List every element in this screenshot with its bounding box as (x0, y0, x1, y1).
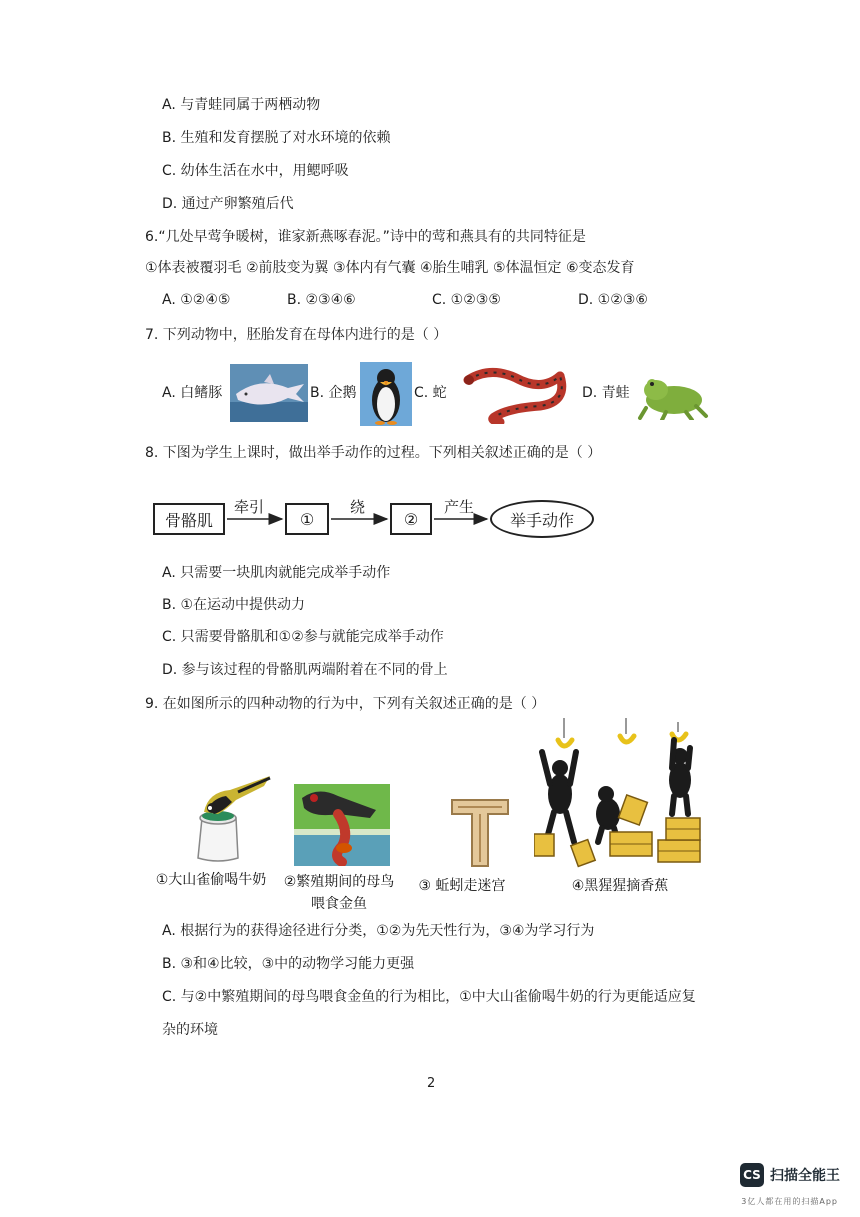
diagram-label-produce: 产生 (444, 498, 475, 516)
q6-option-c: C. ①②③⑤ (432, 292, 501, 308)
q9-caption-4: ④黑猩猩摘香蕉 (571, 878, 669, 894)
q7-option-b: B. 企鹅 (310, 385, 357, 401)
diagram-box-1: ① (285, 503, 329, 535)
q9-stem: 9. 在如图所示的四种动物的行为中，下列有关叙述正确的是（ ） (145, 696, 546, 712)
q9-caption-2a: ②繁殖期间的母鸟 (283, 874, 395, 890)
q6-option-d: D. ①②③⑥ (578, 292, 648, 308)
q7-option-d: D. 青蛙 (582, 385, 630, 401)
q8-option-b: B. ①在运动中提供动力 (162, 597, 306, 613)
q9-option-c-line1: C. 与②中繁殖期间的母鸟喂食金鱼的行为相比，①中大山雀偷喝牛奶的行为更能适应复 (162, 989, 696, 1005)
diagram-label-pull: 牵引 (234, 498, 265, 516)
q7-stem: 7. 下列动物中，胚胎发育在母体内进行的是（ ） (145, 327, 448, 343)
q8-option-d: D. 参与该过程的骨骼肌两端附着在不同的骨上 (162, 662, 448, 678)
diagram-ellipse-raise-hand: 举手动作 (490, 500, 594, 538)
q7-option-a: A. 白鳍豚 (162, 385, 223, 401)
earthworm-maze-picture (448, 796, 512, 870)
q5-option-d: D. 通过产卵繁殖后代 (162, 196, 294, 212)
q5-option-b: B. 生殖和发育摆脱了对水环境的依赖 (162, 130, 391, 146)
diagram-arrows (0, 0, 860, 560)
tit-drinking-milk-picture (178, 772, 274, 864)
q6-option-b: B. ②③④⑥ (287, 292, 356, 308)
q9-caption-3: ③ 蚯蚓走迷宫 (418, 878, 506, 894)
scanner-tagline: 3亿人都在用的扫描App (741, 1197, 838, 1206)
page-number: 2 (427, 1076, 436, 1091)
diagram-label-around: 绕 (350, 498, 366, 516)
scanner-logo-icon: CS (740, 1163, 764, 1187)
scanner-watermark (740, 1163, 840, 1187)
diagram-box-skeletal-muscle: 骨骼肌 (153, 503, 225, 535)
q6-stem: 6.“几处早莺争暖树，谁家新燕啄春泥。”诗中的莺和燕具有的共同特征是 (145, 229, 586, 245)
q5-option-c: C. 幼体生活在水中，用鳃呼吸 (162, 163, 349, 179)
scanner-app-name: 扫描全能王 (770, 1168, 840, 1184)
q6-option-a: A. ①②④⑤ (162, 292, 231, 308)
q7-option-c: C. 蛇 (414, 385, 447, 401)
chimpanzee-bananas-picture (534, 718, 710, 868)
diagram-box-2: ② (390, 503, 432, 535)
q9-option-c-line2: 杂的环境 (162, 1022, 218, 1038)
q8-option-c: C. 只需要骨骼肌和①②参与就能完成举手动作 (162, 629, 444, 645)
bird-feeding-goldfish-picture (294, 784, 390, 866)
q9-caption-1: ①大山雀偷喝牛奶 (155, 872, 267, 888)
q6-features: ①体表被覆羽毛 ②前肢变为翼 ③体内有气囊 ④胎生哺乳 ⑤体温恒定 ⑥变态发育 (145, 260, 635, 276)
q9-option-b: B. ③和④比较，③中的动物学习能力更强 (162, 956, 415, 972)
q9-caption-2b: 喂食金鱼 (311, 896, 367, 912)
q8-option-a: A. 只需要一块肌肉就能完成举手动作 (162, 565, 391, 581)
q5-option-a: A. 与青蛙同属于两栖动物 (162, 97, 321, 113)
q8-stem: 8. 下图为学生上课时，做出举手动作的过程。下列相关叙述正确的是（ ） (145, 445, 602, 461)
q9-option-a: A. 根据行为的获得途径进行分类，①②为先天性行为，③④为学习行为 (162, 923, 595, 939)
